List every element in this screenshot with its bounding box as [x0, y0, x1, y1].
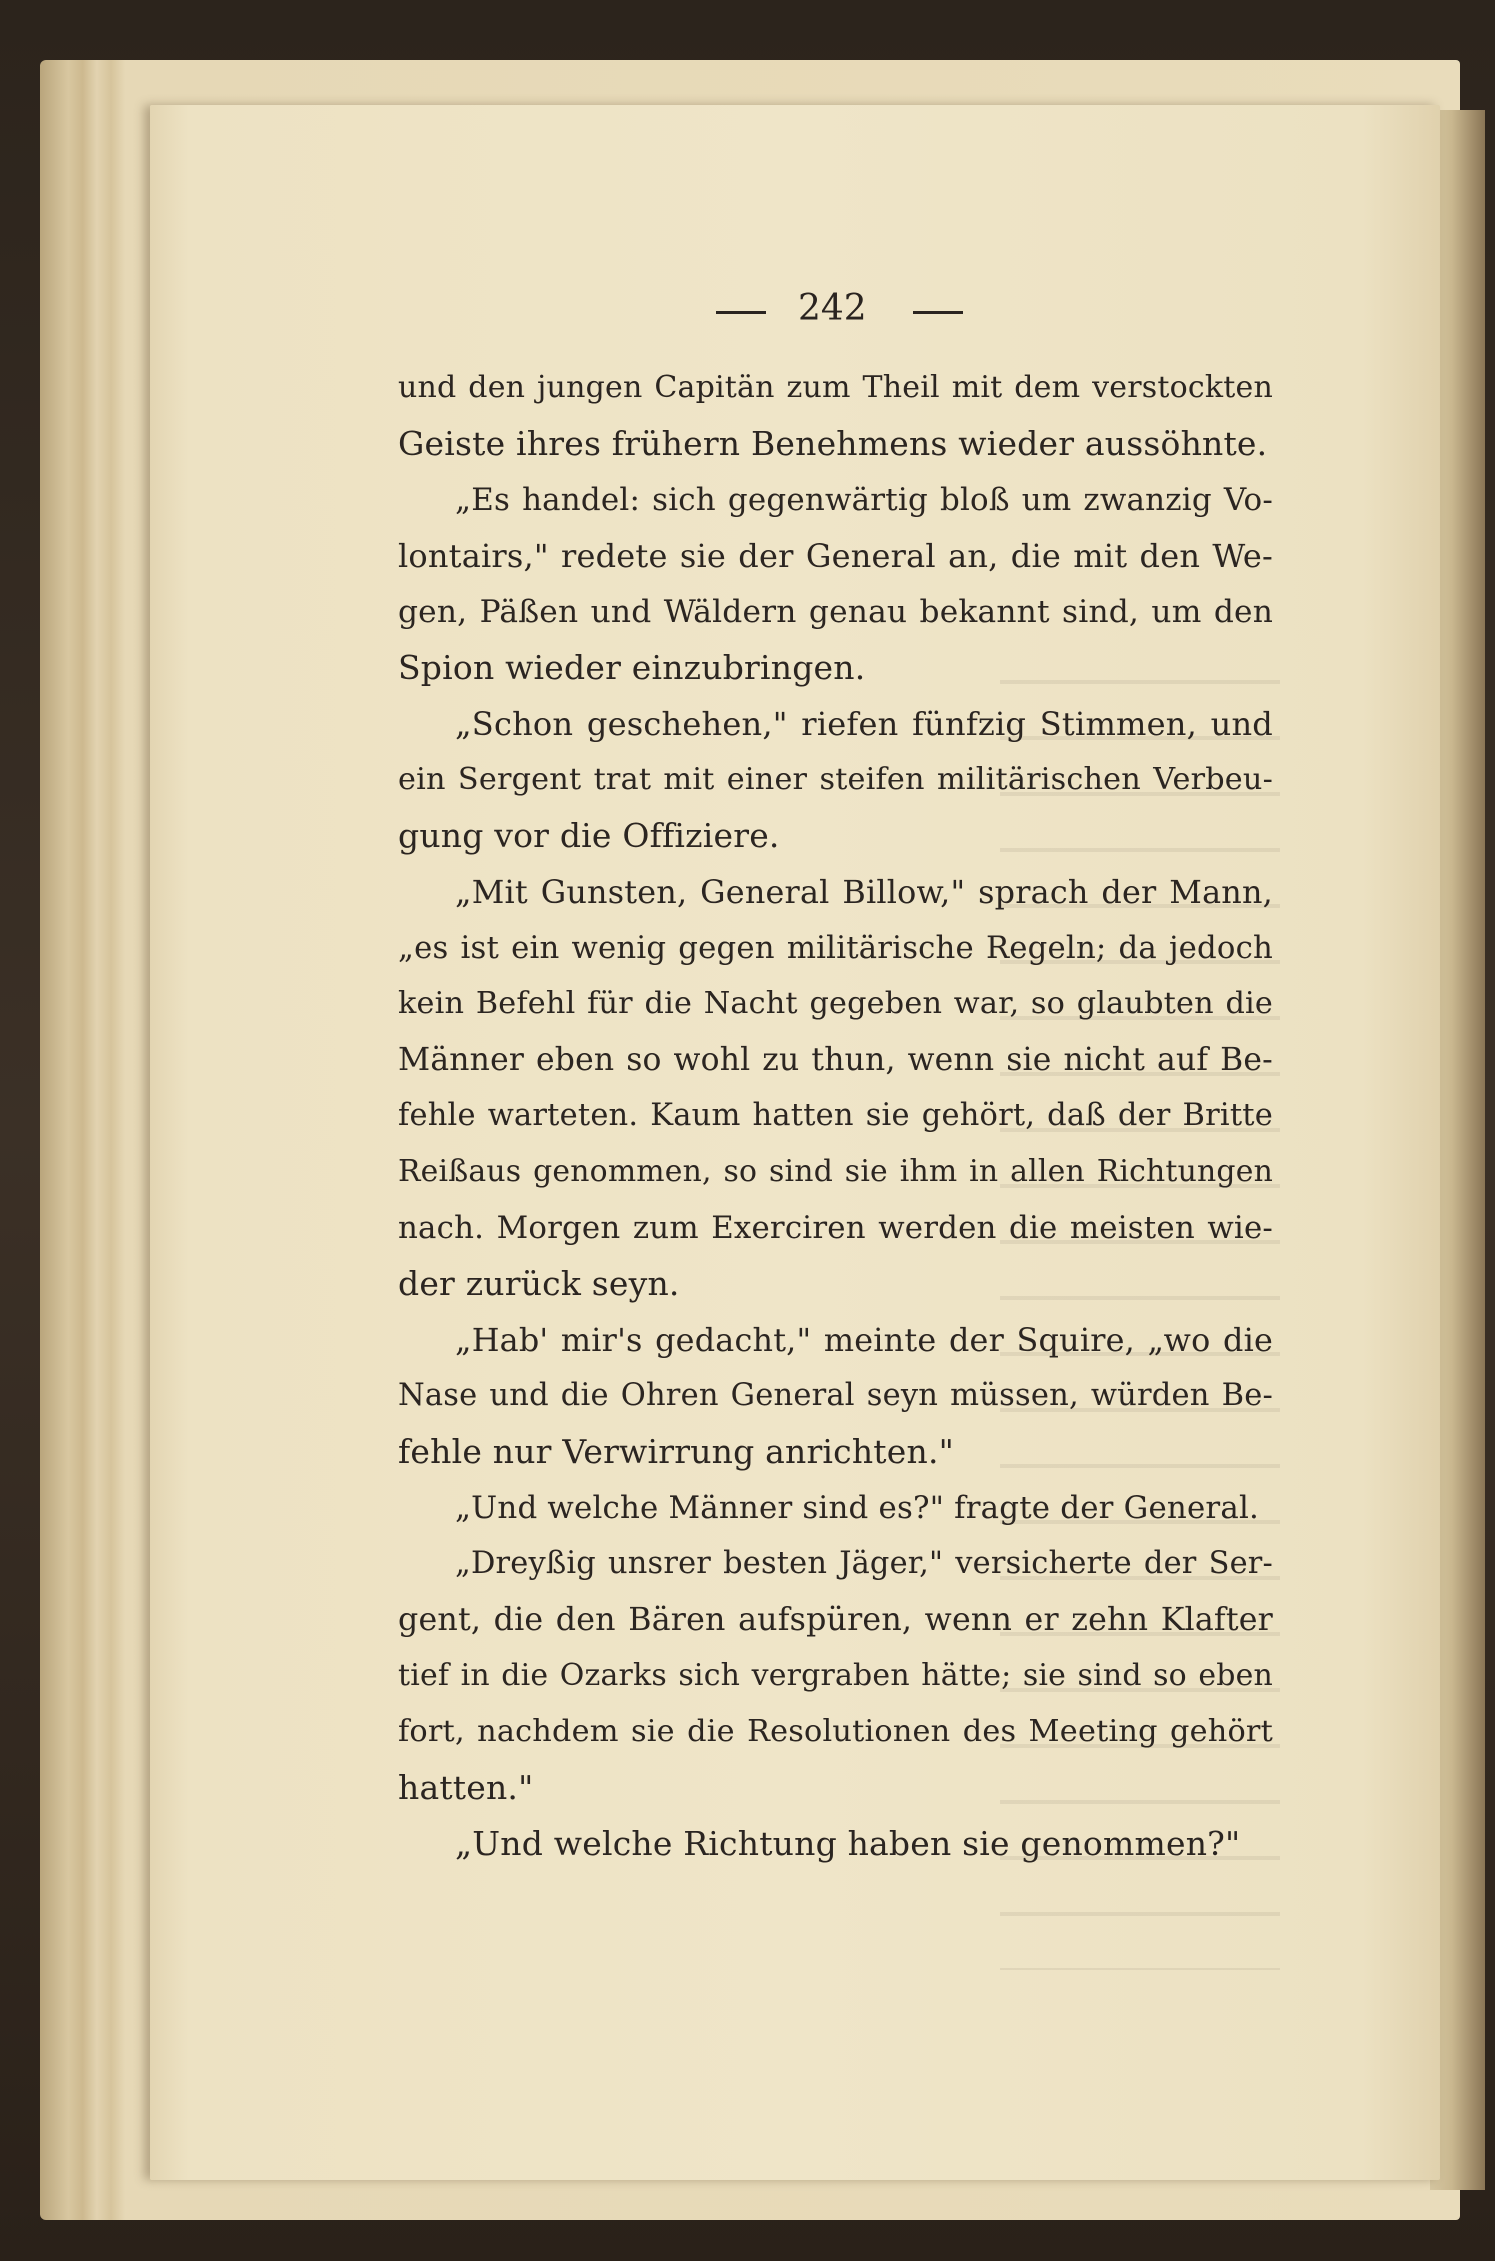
text-line: lontairs," redete sie der General an, die mit den We- [398, 537, 1273, 575]
text-line: kein Befehl für die Nacht gegeben war, so glaubten die [398, 986, 1273, 1021]
text-line: gen, Päßen und Wäldern genau bekannt sind, um den [398, 594, 1273, 630]
text-line: gent, die den Bären aufspüren, wenn er zehn Klafter [398, 1602, 1273, 1638]
text-line: nach. Morgen zum Exerciren werden die meisten wie- [398, 1210, 1273, 1246]
text-line: fehle nur Verwirrung anrichten." [398, 1432, 955, 1471]
text-line: ein Sergent trat mit einer steifen militärischen Verbeu- [398, 762, 1273, 797]
text-line: „Dreyßig unsrer besten Jäger," versicherte der Ser- [455, 1546, 1273, 1581]
text-line: „Hab' mir's gedacht," meinte der Squire, „wo die [455, 1321, 1273, 1359]
text-line: „Und welche Männer sind es?" fragte der General. [455, 1490, 1260, 1526]
text-line: „Und welche Richtung haben sie genommen?" [455, 1824, 1241, 1863]
text-line: der zurück seyn. [398, 1264, 680, 1303]
text-line: Geiste ihres frühern Benehmens wieder aussöhnte. [398, 424, 1268, 463]
text-line: Männer eben so wohl zu thun, wenn sie nicht auf Be- [398, 1042, 1273, 1078]
text-line: „es ist ein wenig gegen militärische Regeln; da jedoch [398, 930, 1273, 966]
body-text [398, 360, 1273, 1872]
header-dash-left [716, 311, 766, 314]
text-line: „Schon geschehen," riefen fünfzig Stimmen, und [455, 705, 1273, 743]
text-line: tief in die Ozarks sich vergraben hätte; sie sind so eben [398, 1658, 1273, 1693]
page-number: 242 [798, 288, 867, 329]
text-line: fort, nachdem sie die Resolutionen des Meeting gehört [398, 1714, 1273, 1749]
text-line: Reißaus genommen, so sind sie ihm in allen Richtungen [398, 1154, 1273, 1189]
text-line: und den jungen Capitän zum Theil mit dem verstockten [398, 370, 1273, 405]
text-line: Spion wieder einzubringen. [398, 648, 866, 687]
text-line: Nase und die Ohren General seyn müssen, würden Be- [398, 1378, 1273, 1413]
header-dash-right [913, 311, 963, 314]
text-line: gung vor die Offiziere. [398, 816, 780, 855]
text-line: „Es handel: sich gegenwärtig bloß um zwanzig Vo- [455, 482, 1273, 518]
text-line: hatten." [398, 1768, 534, 1807]
text-line: fehle warteten. Kaum hatten sie gehört, daß der Britte [398, 1098, 1273, 1133]
page-header [398, 280, 1273, 340]
text-line: „Mit Gunsten, General Billow," sprach der Mann, [455, 873, 1273, 911]
